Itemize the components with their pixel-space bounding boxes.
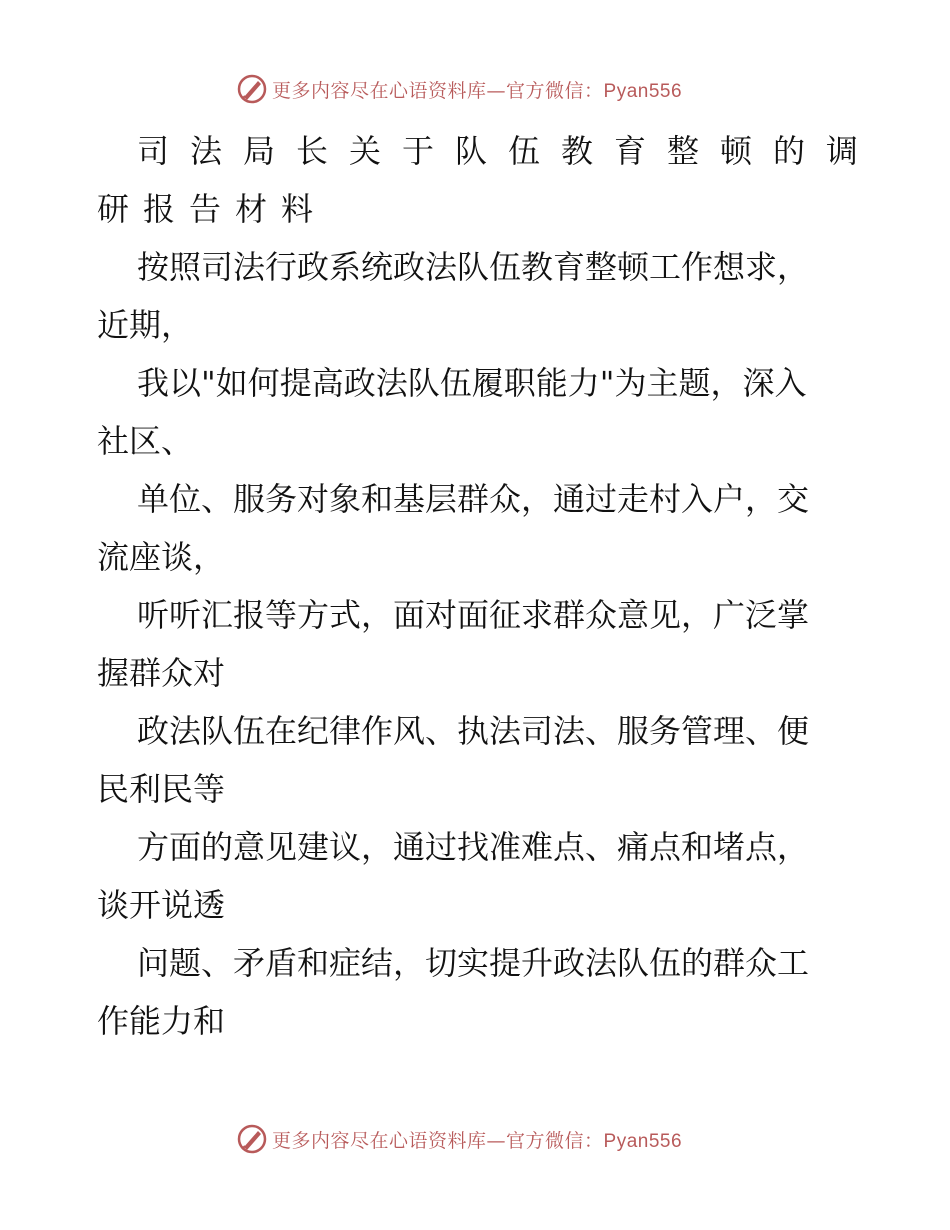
footer-banner: [236, 1122, 682, 1156]
paragraph-line: 民利民等: [97, 770, 226, 808]
paragraph-line: 作能力和: [97, 1002, 226, 1040]
paragraph-line: 握群众对: [97, 654, 226, 692]
pen-logo-icon: [236, 1123, 268, 1155]
pen-logo-icon: [236, 73, 268, 105]
paragraph-line: 政法队伍在纪律作风、执法司法、服务管理、便: [137, 712, 810, 750]
document-body: [97, 122, 880, 1050]
paragraph-line: 听听汇报等方式，面对面征求群众意见，广泛掌: [137, 596, 810, 634]
paragraph-line: 方面的意见建议，通过找准难点、痛点和堵点，: [137, 828, 810, 866]
paragraph-line: 社区、: [97, 422, 194, 460]
banner-text: 更多内容尽在心语资料库—官方微信：Pyan556: [272, 1129, 683, 1152]
document-title-line-1: 司法局长关于队伍教育整顿的调: [137, 132, 880, 170]
wechat-id: Pyan556: [603, 1130, 683, 1152]
banner-text: 更多内容尽在心语资料库—官方微信：Pyan556: [272, 79, 683, 102]
paragraph-line: 问题、矛盾和症结，切实提升政法队伍的群众工: [137, 944, 810, 982]
paragraph-line: 单位、服务对象和基层群众，通过走村入户，交: [137, 480, 810, 518]
wechat-id: Pyan556: [603, 80, 683, 102]
document-title-line-2: 研报告材料: [97, 190, 328, 228]
header-banner: [236, 72, 682, 106]
paragraph-line: 流座谈，: [97, 538, 226, 576]
paragraph-line: 谈开说透: [97, 886, 226, 924]
paragraph-line: 按照司法行政系统政法队伍教育整顿工作想求，: [137, 248, 810, 286]
paragraph-line: 我以"如何提高政法队伍履职能力"为主题，深入: [137, 364, 807, 402]
paragraph-line: 近期，: [97, 306, 194, 344]
